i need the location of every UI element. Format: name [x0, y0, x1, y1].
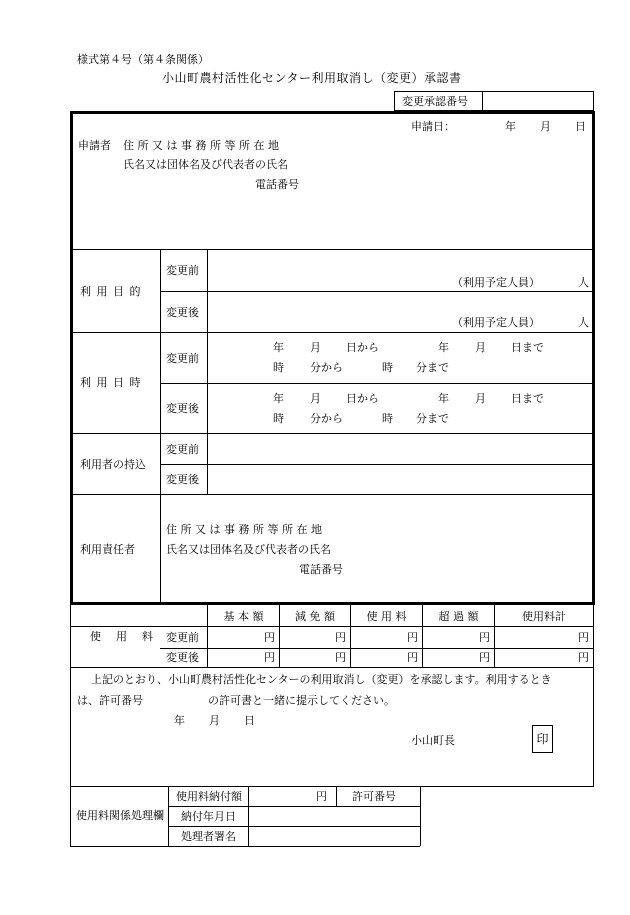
approval-number-field[interactable]	[483, 92, 592, 109]
yen-unit: 円	[316, 790, 327, 803]
dt-after-hour2: 時	[382, 412, 393, 425]
purpose-after-label: 変更後	[166, 306, 199, 319]
datetime-after-label: 変更後	[166, 402, 199, 415]
fee-header-reduction: 減 免 額	[295, 610, 335, 623]
approval-line2-prefix: は、許可番号	[77, 694, 143, 707]
fee-after-basic: 円	[264, 651, 275, 664]
purpose-before-label: 変更前	[166, 264, 199, 277]
fee-before-reduction: 円	[335, 631, 346, 644]
dt-before-hour: 時	[273, 361, 284, 374]
dt-before-month: 月	[310, 341, 321, 354]
person-unit-after: 人	[578, 316, 589, 329]
approval-year: 年	[174, 714, 185, 727]
responsible-name-label: 氏名又は団体名及び代表者の氏名	[166, 543, 331, 556]
fee-before-excess: 円	[479, 631, 490, 644]
fee-before-total: 円	[578, 631, 589, 644]
fee-label: 使 用 料	[90, 630, 155, 643]
mayor-label: 小山町長	[411, 734, 455, 747]
belongings-before-label: 変更前	[166, 443, 199, 456]
official-seal: 印	[532, 725, 553, 753]
date-month: 月	[540, 120, 551, 133]
dt-after-day-from: 日から	[346, 392, 379, 405]
fee-header-excess: 超 過 額	[438, 610, 479, 623]
person-unit-before: 人	[578, 276, 589, 289]
approval-day: 日	[244, 714, 255, 727]
responsible-label: 利用責任者	[80, 543, 135, 556]
dt-before-day-from: 日から	[346, 341, 379, 354]
fee-after-fee: 円	[407, 651, 418, 664]
dt-after-year: 年	[273, 392, 284, 405]
permit-number-label: 許可番号	[352, 790, 396, 803]
paid-amount-field[interactable]	[249, 787, 309, 805]
payment-date-field[interactable]	[249, 807, 419, 825]
fee-before-basic: 円	[264, 631, 275, 644]
datetime-label: 利 用 日 時	[80, 376, 142, 389]
handler-signature-label: 処理者署名	[181, 830, 236, 843]
approval-line2-suffix: の許可書と一緒に提示してください。	[208, 694, 395, 707]
processing-label: 使用料関係処理欄	[76, 809, 164, 822]
dt-before-min-from: 分から	[310, 361, 343, 374]
purpose-label: 利 用 目 的	[80, 285, 142, 298]
applicant-name-label: 氏名又は団体名及び代表者の氏名	[123, 158, 288, 171]
fee-row-before-label: 変更前	[166, 631, 199, 644]
approval-month: 月	[209, 714, 220, 727]
datetime-before-label: 変更前	[166, 352, 199, 365]
dt-before-hour2: 時	[382, 361, 393, 374]
approval-line1: 上記のとおり、小山町農村活性化センターの利用取消し（変更）を承認します。利用するとき	[91, 673, 552, 686]
fee-after-total: 円	[578, 651, 589, 664]
belongings-after-field[interactable]	[208, 465, 593, 493]
belongings-before-field[interactable]	[208, 435, 593, 463]
dt-after-hour: 時	[273, 412, 284, 425]
approval-number-label: 変更承認番号	[402, 95, 468, 108]
page-title: 小山町農村活性化センター利用取消し（変更）承認書	[162, 71, 462, 85]
purpose-before-field[interactable]	[208, 250, 593, 290]
dt-after-min-from: 分から	[310, 412, 343, 425]
fee-header-total: 使用料計	[522, 610, 566, 623]
paid-amount-label: 使用料納付額	[176, 790, 242, 803]
dt-after-min-to: 分まで	[416, 412, 449, 425]
applicant-address-label: 住 所 又 は 事 務 所 等 所 在 地	[123, 139, 279, 152]
dt-after-month: 月	[310, 392, 321, 405]
responsible-phone-label: 電話番号	[299, 563, 343, 576]
payment-date-label: 納付年月日	[181, 810, 236, 823]
dt-after-year2: 年	[438, 392, 449, 405]
expected-people-before: （利用予定人員）	[452, 276, 540, 289]
dt-after-day-to: 日まで	[511, 392, 544, 405]
application-date-label: 申請日：	[411, 120, 455, 133]
fee-before-fee: 円	[407, 631, 418, 644]
expected-people-after: （利用予定人員）	[452, 316, 540, 329]
belongings-label: 利用者の持込	[80, 458, 146, 471]
date-year: 年	[505, 120, 516, 133]
fee-row-after-label: 変更後	[166, 651, 199, 664]
fee-after-excess: 円	[479, 651, 490, 664]
dt-before-min-to: 分まで	[416, 361, 449, 374]
applicant-label: 申請者	[78, 139, 111, 152]
purpose-after-field[interactable]	[208, 292, 593, 332]
fee-header-fee: 使 用 料	[366, 610, 407, 623]
responsible-address-label: 住 所 又 は 事 務 所 等 所 在 地	[166, 523, 322, 536]
applicant-phone-label: 電話番号	[255, 178, 299, 191]
fee-after-reduction: 円	[335, 651, 346, 664]
form-number: 様式第４号（第４条関係）	[77, 53, 209, 66]
date-day: 日	[575, 120, 586, 133]
applicant-fields[interactable]	[300, 136, 590, 246]
dt-before-year2: 年	[438, 341, 449, 354]
dt-before-year: 年	[273, 341, 284, 354]
fee-header-basic: 基 本 額	[223, 610, 264, 623]
dt-after-month2: 月	[475, 392, 486, 405]
handler-signature-field[interactable]	[249, 827, 419, 845]
belongings-after-label: 変更後	[166, 473, 199, 486]
dt-before-month2: 月	[475, 341, 486, 354]
responsible-fields[interactable]	[350, 500, 590, 595]
dt-before-day-to: 日まで	[511, 341, 544, 354]
